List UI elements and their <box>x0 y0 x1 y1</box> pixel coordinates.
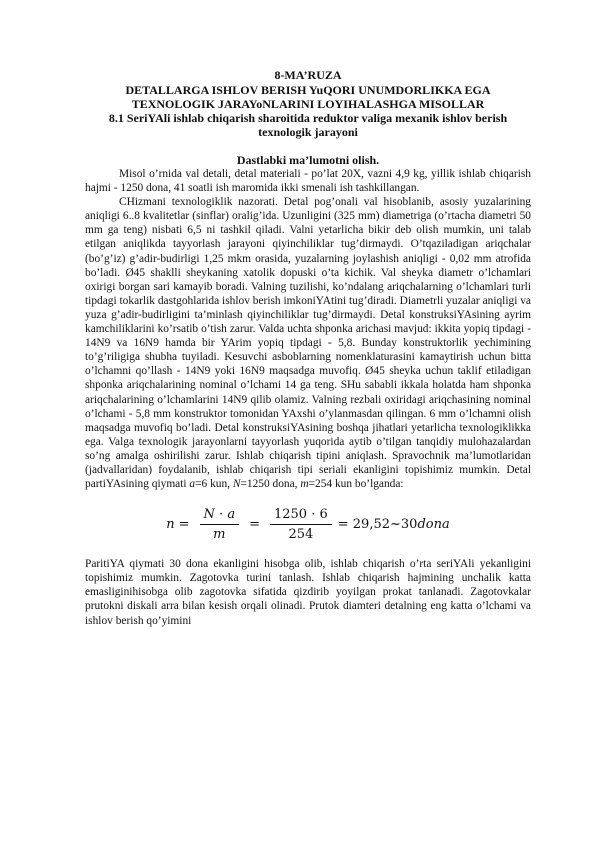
title-line-1: DETALLARGA ISHLOV BERISH YuQORI UNUMDORLIKKA EGA <box>125 83 491 97</box>
var-n-upper: N <box>232 478 241 491</box>
paragraph-text: =6 kun, <box>195 478 233 491</box>
lecture-number: 8-MA’RUZA <box>274 68 342 82</box>
fraction-numerator: N · a <box>200 507 240 525</box>
paragraph-batch-result: ParitiYA qiymati 30 dona ekanligini hisobga olib, ishlab chiqarish o’rta seriYAli yekanligini topishimiz mumkin. Zagotovka turini tanlash. Ishlab chiqarish hajmining unchalik katta emasliginihisobga olib zagotovka sifatida qizdirib yoyilgan prokat tanlanadi. Zagotovkalar prutokni diskali arra bilan kesish orqali olinadi. Prutok diamteri detalning eng katta o’lchami va ishlov berish qo’yimini <box>85 558 531 627</box>
formula-equals: = <box>249 516 260 532</box>
paragraph-drawing-control <box>85 195 531 491</box>
document-page <box>85 68 531 628</box>
formula-equals: = <box>178 516 190 532</box>
section-title: 8.1 SeriYAli ishlab chiqarish sharoitida reduktor valiga mexanik ishlov berish texnologik jarayoni <box>108 111 508 139</box>
formula-unit: dona <box>417 516 450 532</box>
formula-lhs: n <box>166 516 175 532</box>
batch-size-formula <box>85 501 531 547</box>
formula-fraction-numeric <box>270 507 332 542</box>
initial-data-heading: Dastlabki ma’lumotni olish. <box>236 153 380 167</box>
fraction-denominator: 254 <box>288 526 314 542</box>
paragraph-example: Misol o’rnida val detali, detal materiali - po’lat 20X, vazni 4,9 kg, yillik ishlab chiqarish hajmi - 1250 dona, 41 soatli ish maromida ikki smenali ish tashkillangan. <box>85 168 531 195</box>
var-a: a <box>189 478 196 491</box>
formula-result: = 29,52~30 <box>337 516 418 532</box>
paragraph-text: =254 kun bo’lganda: <box>308 478 404 491</box>
var-m: m <box>300 478 309 491</box>
formula-fraction-symbolic <box>200 507 240 542</box>
title-line-2: TEXNOLOGIK JARAYoNLARINI LOYIHALASHGA MISOLLAR <box>131 97 485 111</box>
fraction-denominator: m <box>213 526 226 542</box>
paragraph-text: CHizmani texnologiklik nazorati. Detal pog’onali val hisoblanib, asosiy yuzalarining aniqligi 6..8 kvalitetlar (sinflar) oralig’ida. Uzunligini (325 mm) diametriga (o’rtacha diametri 50 mm ga teng) nisbati 6,5 ni tashkil qiladi. Valni yetarlicha bikir deb olish mumkin, uni talab etilgan aniqlikda tayyorlash jarayoni qiyinchiliklar tug’dirmaydi. O’tqaziladigan ariqchalar (bo’g’iz) g’adir-budirligi 1,25 mkm orasida, yuzalarning joylashish aniqligi - 0,02 mm atrofida bo’ladi. Ø45 shaklli sheykaning xatolik dopuski o’ta kichik. Val sheyka diametr o’lchamlari oxirigi borgan sari kamayib boradi. Valning tuzilishi, ko’ndalang ariqchalarning o’lchamlari turli tipdagi tokarlik dastgohlarida ishlov berish imkoniYAtini tug’diradi. Diametrli yuzalar aniqligi va yuza g’adir-budirligini ta’minlash qiyinchiliklar tug’dirmaydi. Detal konstruksiYAsining ayrim kamchiliklarini ko’rsatib o’tish zarur. Valda uchta shponka arichasi mavjud: ikkita yopiq tipdagi - 14N9 va 16N9 hamda bir YArim yopiq tipdagi - 5,8. Bunday konstruktorlik yechimining to’g’riligiga shubha tuyiladi. Kesuvchi asboblarning nomenklaturasini kamaytirish uchun bitta o’lchamni qo’llash - 14N9 yoki 16N9 maqsadga muvofiq. Ø45 sheyka uchun taklif etiladigan shponka ariqchalarining nominal o’lchami 14 ga teng. SHu sababli ikkala holatda ham shponka ariqchalarining o’lchamlarini 14N9 qilib olamiz. Valning rezbali oxiridagi ariqchasining nominal o’lchami - 5,8 mm konstruktor tomonidan YAxshi o’ylanmasdan qilingan. 6 mm o’lchamni olish maqsadga muvofiq bo’ladi. Detal konstruksiYAsining boshqa jihatlari yetarlicha texnologiklikka ega. Valga texnologik jarayonlarni tayyorlash yuqorida aytib o’tilgan tanqidiy mulohazalardan so’ng amalga oshirilishi zarur. Ishlab chiqarish tipini aniqlash. Spravochnik ma’lumotlaridan (jadvallaridan) foydalanib, ishlab chiqarish tipi seriali ekanligini topishimiz mumkin. Detal partiYAsining qiymati <box>85 196 531 491</box>
fraction-numerator: 1250 · 6 <box>270 507 332 525</box>
paragraph-text: =1250 dona, <box>240 478 301 491</box>
